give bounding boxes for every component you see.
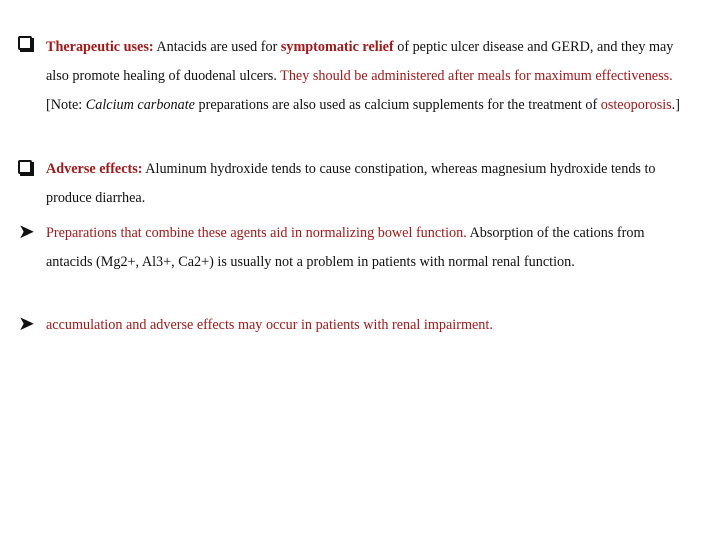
square-bullet-icon — [18, 36, 32, 50]
arrow-bullet-icon: ➤ — [18, 311, 35, 335]
bullet-text — [46, 311, 686, 340]
highlight-administration: They should be administered after meals for maximum effectiveness. — [280, 68, 673, 84]
text-span: Absorption of the cations from antacids (Mg2+, Al3+, Ca2+) is usually not a problem in patients with normal renal function. — [46, 225, 645, 270]
bullet-text — [46, 219, 686, 277]
bullet-preparations — [0, 219, 700, 312]
text-span: preparations are also used as calcium supplements for the treatment of — [194, 97, 601, 113]
square-bullet-icon — [18, 160, 32, 174]
bullet-renal-impairment — [0, 311, 700, 344]
text-span: [Note: — [46, 97, 86, 113]
text-span: of peptic ulcer disease and GERD, and they may also promote healing of duodenal ulcers. — [46, 39, 674, 84]
text-span: Antacids are used for — [153, 39, 281, 55]
text-span: accumulation and adverse effects may occur in patients with renal impairment. — [46, 317, 493, 333]
bullet-text — [46, 155, 686, 213]
arrow-bullet-icon: ➤ — [18, 219, 35, 243]
heading-adverse-effects: Adverse effects: — [46, 161, 143, 177]
highlight-preparations: Preparations that combine these agents aid in normalizing bowel function. — [46, 225, 467, 241]
highlight-symptomatic-relief: symptomatic relief — [280, 39, 394, 55]
heading-therapeutic-uses: Therapeutic uses: — [46, 39, 154, 55]
bullet-text — [46, 33, 686, 120]
text-span: .] — [671, 97, 680, 113]
bullet-therapeutic-uses — [0, 34, 700, 154]
highlight-osteoporosis: osteoporosis — [600, 97, 672, 113]
bullet-adverse-effects — [0, 158, 700, 218]
term-calcium-carbonate: Calcium carbonate — [85, 97, 195, 113]
text-span: Aluminum hydroxide tends to cause constipation, whereas magnesium hydroxide tends to produce diarrhea. — [46, 161, 656, 206]
